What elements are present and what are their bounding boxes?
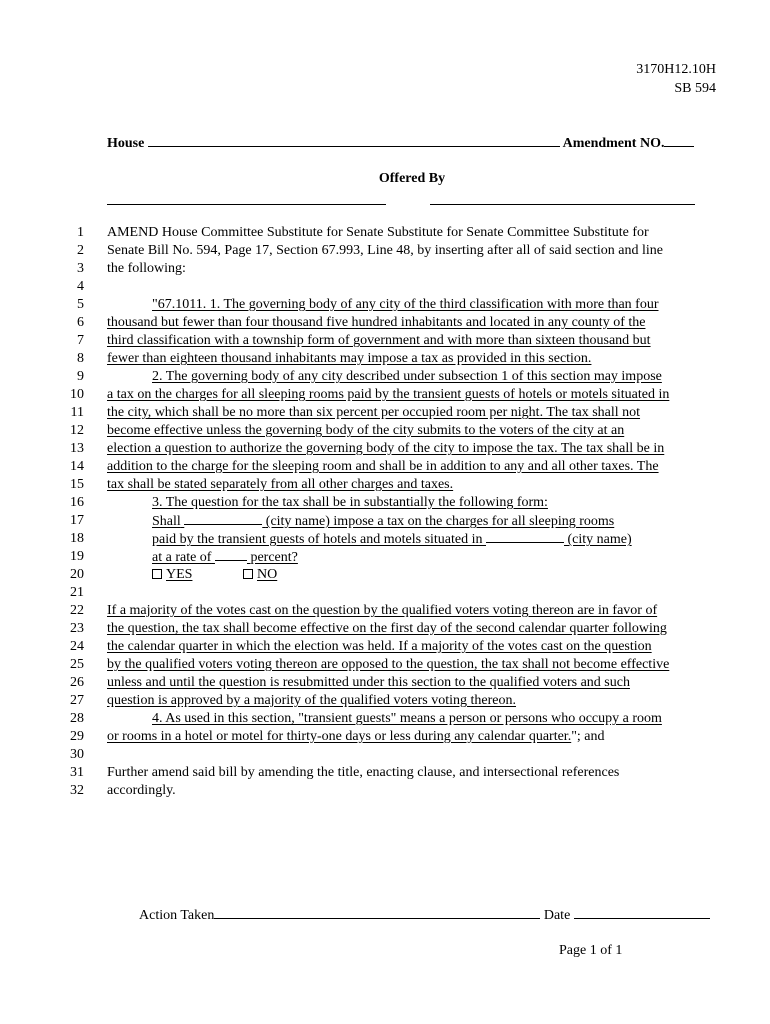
line-number: 30 xyxy=(70,747,84,762)
line-tail: "; and xyxy=(571,729,605,744)
line-text: Further amend said bill by amending the title, enacting clause, and intersectional references xyxy=(107,765,620,780)
line-text: by the qualified voters voting thereon are opposed to the question, the tax shall not become effective xyxy=(107,657,670,672)
date-label: Date xyxy=(543,908,571,923)
checkbox-icon xyxy=(243,569,253,579)
underlined-text: or rooms in a hotel or motel for thirty-one days or less during any calendar quarter. xyxy=(107,729,572,744)
numbered-line xyxy=(0,440,770,458)
line-text: the following: xyxy=(107,261,186,276)
line-text: addition to the charge for the sleeping room and shall be in addition to any and all other taxes. The xyxy=(107,459,659,474)
numbered-line xyxy=(0,476,770,494)
action-taken-blank xyxy=(214,906,540,919)
line-number: 7 xyxy=(77,333,84,348)
line-number: 20 xyxy=(70,567,84,582)
numbered-line xyxy=(0,782,770,800)
numbered-line xyxy=(0,494,770,512)
numbered-line xyxy=(0,332,770,350)
line-text: "67.1011. 1. The governing body of any city of the third classification with more than four xyxy=(152,297,659,312)
line-number: 17 xyxy=(70,513,84,528)
action-taken-label: Action Taken xyxy=(139,908,215,923)
numbered-line xyxy=(0,728,770,746)
no-option xyxy=(243,566,277,584)
rate-blank xyxy=(215,548,247,561)
line-text: fewer than eighteen thousand inhabitants may impose a tax as provided in this section. xyxy=(107,351,592,366)
numbered-line xyxy=(0,242,770,260)
line-number: 12 xyxy=(70,423,84,438)
numbered-line xyxy=(0,278,770,296)
action-taken-line xyxy=(139,906,710,924)
city-name-blank xyxy=(486,530,564,543)
amendment-number-blank xyxy=(664,134,694,147)
line-text: If a majority of the votes cast on the question by the qualified voters voting thereon are in favor of xyxy=(107,603,658,618)
line-number: 3 xyxy=(77,261,84,276)
numbered-line xyxy=(0,314,770,332)
line-number: 31 xyxy=(70,765,84,780)
city-name-blank xyxy=(184,512,262,525)
numbered-line xyxy=(0,404,770,422)
offered-by-label: Offered By xyxy=(378,171,446,186)
line-text: election a question to authorize the governing body of the city to impose the tax. The tax shall be in xyxy=(107,441,665,456)
line-text: thousand but fewer than four thousand five hundred inhabitants and located in any county of the xyxy=(107,315,646,330)
line-text: 3. The question for the tax shall be in substantially the following form: xyxy=(152,495,548,510)
ballot-line xyxy=(152,512,614,531)
numbered-line xyxy=(0,350,770,368)
numbered-line xyxy=(0,296,770,314)
numbered-line xyxy=(0,422,770,440)
line-number: 21 xyxy=(70,585,84,600)
numbered-line xyxy=(0,458,770,476)
numbered-line xyxy=(0,764,770,782)
line-text: tax shall be stated separately from all other charges and taxes. xyxy=(107,477,454,492)
line-text: Senate Bill No. 594, Page 17, Section 67.993, Line 48, by inserting after all of said section and line xyxy=(107,243,664,258)
line-number: 9 xyxy=(77,369,84,384)
numbered-line xyxy=(0,260,770,278)
line-number: 14 xyxy=(70,459,84,474)
numbered-line xyxy=(0,584,770,602)
numbered-line xyxy=(0,566,770,584)
line-text: accordingly. xyxy=(107,783,176,798)
line-number: 2 xyxy=(77,243,84,258)
line-number: 25 xyxy=(70,657,84,672)
yes-option xyxy=(152,566,192,584)
ballot-text-b: (city name) impose a tax on the charges for all sleeping rooms xyxy=(265,514,615,529)
numbered-line xyxy=(0,692,770,710)
ballot-text-a: at a rate of xyxy=(152,550,212,565)
amendment-label: Amendment NO. xyxy=(562,136,665,151)
line-number: 5 xyxy=(77,297,84,312)
line-number: 16 xyxy=(70,495,84,510)
offered-by-signature-right xyxy=(430,204,695,205)
line-number: 8 xyxy=(77,351,84,366)
numbered-line xyxy=(0,512,770,530)
offered-by-signature-left xyxy=(107,204,386,205)
house-amendment-line xyxy=(107,134,694,152)
ballot-text-b: (city name) xyxy=(567,532,632,547)
line-number: 13 xyxy=(70,441,84,456)
line-number: 6 xyxy=(77,315,84,330)
line-number: 27 xyxy=(70,693,84,708)
line-number: 23 xyxy=(70,621,84,636)
line-text: unless and until the question is resubmitted under this section to the qualified voters and such xyxy=(107,675,630,690)
numbered-line xyxy=(0,224,770,242)
no-label: NO xyxy=(257,567,278,582)
page-number: Page 1 of 1 xyxy=(559,943,623,958)
yes-label: YES xyxy=(166,567,193,582)
line-number: 1 xyxy=(77,225,84,240)
line-number: 32 xyxy=(70,783,84,798)
house-blank xyxy=(148,134,560,147)
line-text: question is approved by a majority of the qualified voters voting thereon. xyxy=(107,693,517,708)
numbered-line xyxy=(0,674,770,692)
checkbox-icon xyxy=(152,569,162,579)
ballot-text-b: percent? xyxy=(250,550,298,565)
line-number: 19 xyxy=(70,549,84,564)
numbered-line xyxy=(0,530,770,548)
line-text: AMEND House Committee Substitute for Senate Substitute for Senate Committee Substitute for xyxy=(107,225,649,240)
line-text: 2. The governing body of any city described under subsection 1 of this section may impose xyxy=(152,369,662,384)
numbered-line xyxy=(0,602,770,620)
line-number: 28 xyxy=(70,711,84,726)
line-number: 4 xyxy=(77,279,84,294)
ballot-text-a: Shall xyxy=(152,514,181,529)
line-number: 15 xyxy=(70,477,84,492)
numbered-line xyxy=(0,368,770,386)
ballot-text-a: paid by the transient guests of hotels and motels situated in xyxy=(152,532,483,547)
line-text: a tax on the charges for all sleeping rooms paid by the transient guests of hotels or motels situated in xyxy=(107,387,670,402)
numbered-line xyxy=(0,656,770,674)
line-number: 11 xyxy=(70,405,84,420)
line-text: the question, the tax shall become effective on the first day of the second calendar quarter following xyxy=(107,621,667,636)
ballot-line xyxy=(152,530,632,549)
date-blank xyxy=(574,906,710,919)
bill-number: SB 594 xyxy=(674,81,716,96)
ballot-line xyxy=(152,548,298,567)
line-text: the calendar quarter in which the election was held. If a majority of the votes cast on the question xyxy=(107,639,652,654)
house-label: House xyxy=(107,136,145,151)
line-number: 24 xyxy=(70,639,84,654)
line-text: 4. As used in this section, "transient guests" means a person or persons who occupy a room xyxy=(152,711,662,726)
line-number: 22 xyxy=(70,603,84,618)
line-number: 18 xyxy=(70,531,84,546)
line-text: third classification with a township form of government and with more than sixteen thousand but xyxy=(107,333,651,348)
numbered-line xyxy=(0,548,770,566)
numbered-line xyxy=(0,620,770,638)
numbered-line xyxy=(0,638,770,656)
line-text: the city, which shall be no more than six percent per occupied room per night. The tax shall not xyxy=(107,405,641,420)
line-number: 29 xyxy=(70,729,84,744)
document-id: 3170H12.10H xyxy=(636,62,716,77)
line-text: become effective unless the governing body of the city submits to the voters of the city at an xyxy=(107,423,625,438)
numbered-line xyxy=(0,746,770,764)
numbered-line xyxy=(0,386,770,404)
line-number: 26 xyxy=(70,675,84,690)
numbered-line xyxy=(0,710,770,728)
line-number: 10 xyxy=(70,387,84,402)
line-text xyxy=(107,728,605,746)
